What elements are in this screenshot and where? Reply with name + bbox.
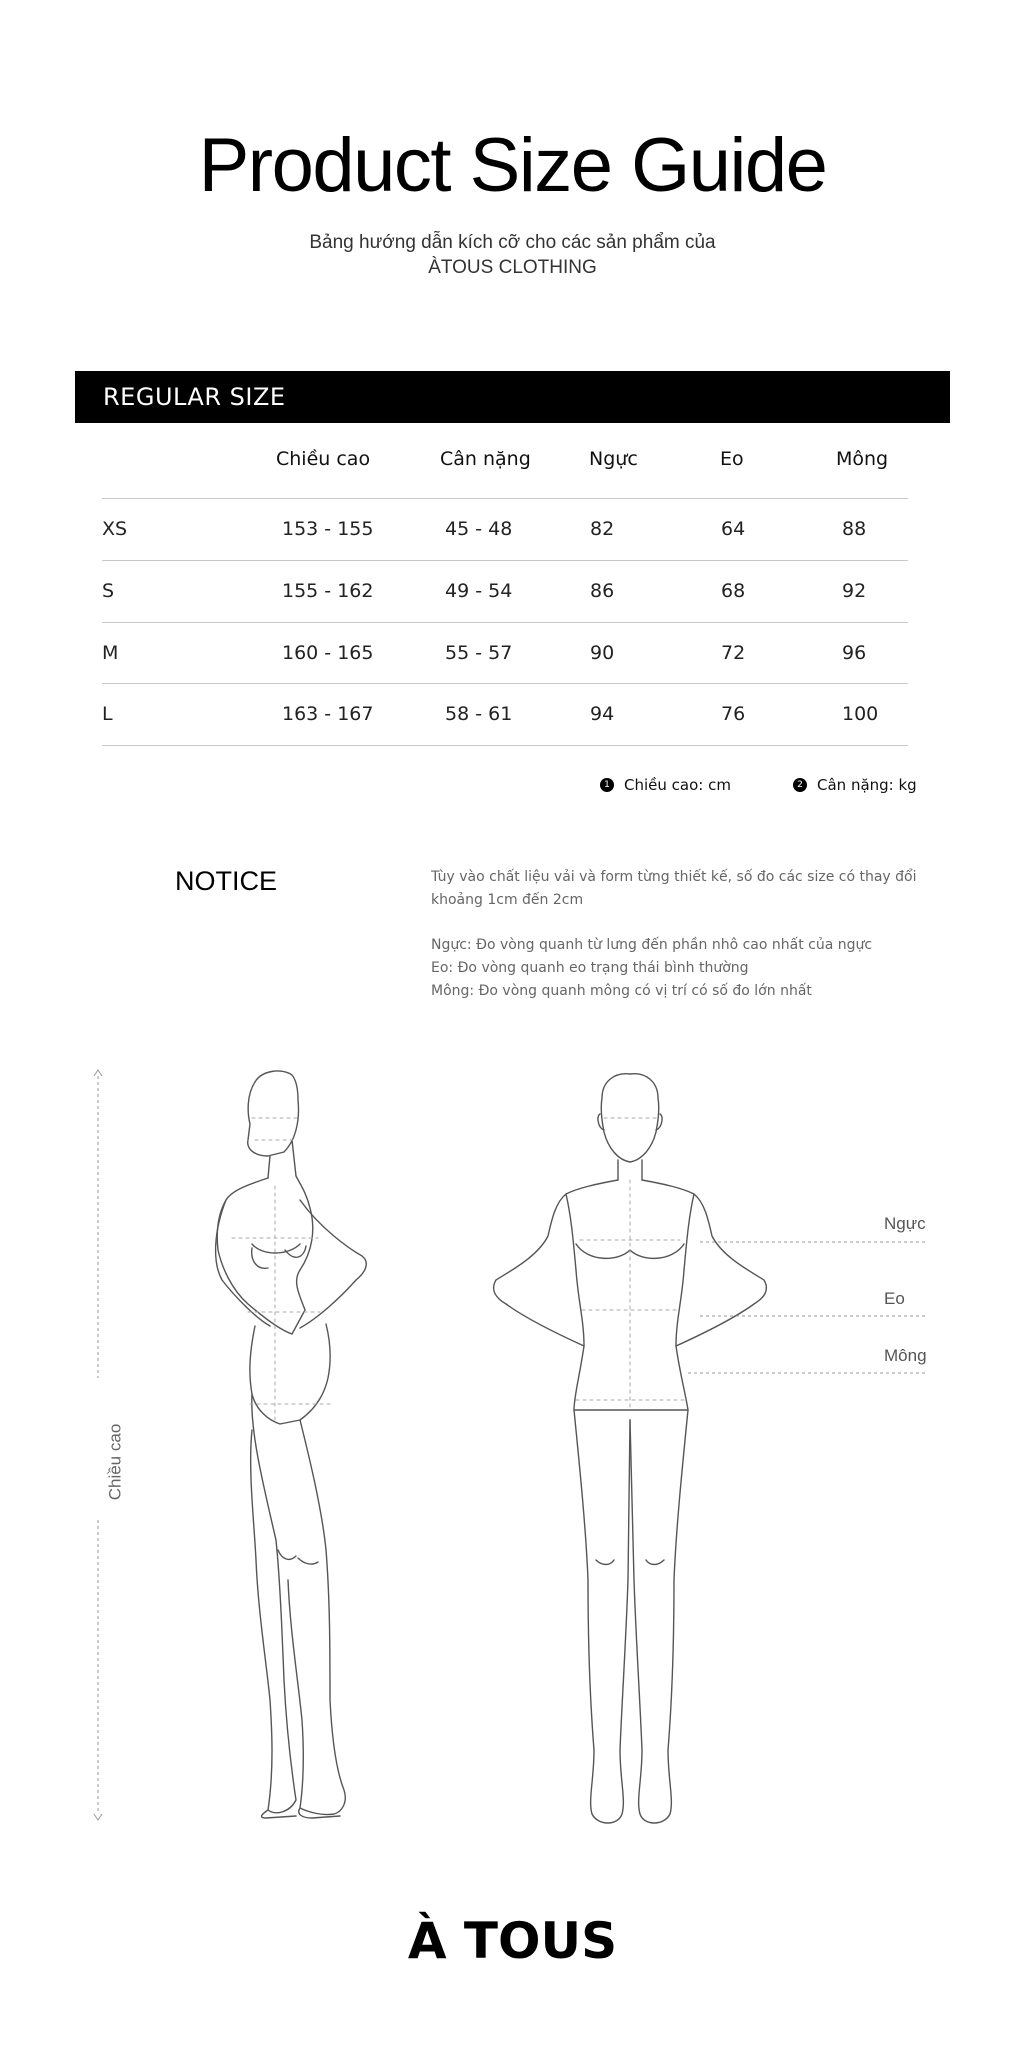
- subtitle-line-1: Bảng hướng dẫn kích cỡ cho các sản phẩm của: [309, 232, 716, 253]
- table-row: [0, 684, 1025, 745]
- number-1-icon: 1: [600, 778, 614, 792]
- hip-cell: 92: [842, 580, 867, 602]
- weight-cell: 49 - 54: [445, 580, 513, 602]
- measurement-illustration: [0, 1060, 1025, 1840]
- table-row: [0, 499, 1025, 560]
- height-label: Chiều cao: [105, 1423, 125, 1501]
- notice-line: khoảng 1cm đến 2cm: [431, 892, 584, 908]
- size-cell: XS: [102, 518, 128, 540]
- size-cell: S: [102, 580, 115, 602]
- unit-note-text: Cân nặng: kg: [817, 776, 917, 794]
- figure-side-view-icon: [216, 1071, 367, 1818]
- bust-cell: 82: [590, 518, 615, 540]
- notice-line: Eo: Đo vòng quanh eo trạng thái bình thường: [431, 960, 749, 976]
- subtitle-line-2: ÀTOUS CLOTHING: [428, 257, 597, 278]
- page-title: Product Size Guide: [198, 123, 827, 208]
- table-divider: [102, 745, 908, 746]
- waist-cell: 76: [721, 703, 746, 725]
- height-cell: 163 - 167: [282, 703, 374, 725]
- hip-cell: 96: [842, 642, 867, 664]
- table-header: [0, 448, 1025, 484]
- column-header-height: Chiều cao: [276, 448, 371, 470]
- figure-front-view-icon: [494, 1074, 767, 1823]
- size-cell: M: [102, 642, 119, 664]
- column-header-weight: Cân nặng: [440, 448, 531, 470]
- notice-body: [431, 866, 931, 1003]
- height-cell: 160 - 165: [282, 642, 374, 664]
- waist-label: Eo: [884, 1289, 905, 1308]
- table-row: [0, 623, 1025, 684]
- bust-cell: 90: [590, 642, 615, 664]
- table-row: [0, 561, 1025, 622]
- hip-label: Mông: [884, 1346, 927, 1365]
- notice-line: Ngực: Đo vòng quanh từ lưng đến phần nhô cao nhất của ngực: [431, 937, 873, 953]
- waist-cell: 72: [721, 642, 746, 664]
- weight-cell: 55 - 57: [445, 642, 513, 664]
- waist-cell: 64: [721, 518, 746, 540]
- column-header-waist: Eo: [720, 448, 744, 470]
- unit-note-text: Chiều cao: cm: [624, 776, 731, 794]
- page-subtitle: [0, 230, 1025, 280]
- height-cell: 153 - 155: [282, 518, 374, 540]
- hip-cell: 100: [842, 703, 879, 725]
- bust-label: Ngực: [884, 1214, 926, 1233]
- weight-cell: 45 - 48: [445, 518, 513, 540]
- notice-line: Tùy vào chất liệu vải và form từng thiết kế, số đo các size có thay đổi: [431, 869, 917, 885]
- height-cell: 155 - 162: [282, 580, 374, 602]
- size-section-band: REGULAR SIZE: [75, 371, 950, 423]
- number-2-icon: 2: [793, 778, 807, 792]
- notice-title: NOTICE: [175, 866, 278, 896]
- column-header-bust: Ngực: [589, 448, 638, 470]
- waist-cell: 68: [721, 580, 746, 602]
- unit-note-weight: [793, 776, 917, 794]
- weight-cell: 58 - 61: [445, 703, 513, 725]
- unit-note-height: [600, 776, 731, 794]
- size-cell: L: [102, 703, 113, 725]
- notice-line: Mông: Đo vòng quanh mông có vị trí có số đo lớn nhất: [431, 983, 812, 999]
- column-header-hip: Mông: [836, 448, 889, 470]
- brand-logo: À TOUS: [407, 1912, 618, 1970]
- bust-cell: 94: [590, 703, 615, 725]
- hip-cell: 88: [842, 518, 867, 540]
- bust-cell: 86: [590, 580, 615, 602]
